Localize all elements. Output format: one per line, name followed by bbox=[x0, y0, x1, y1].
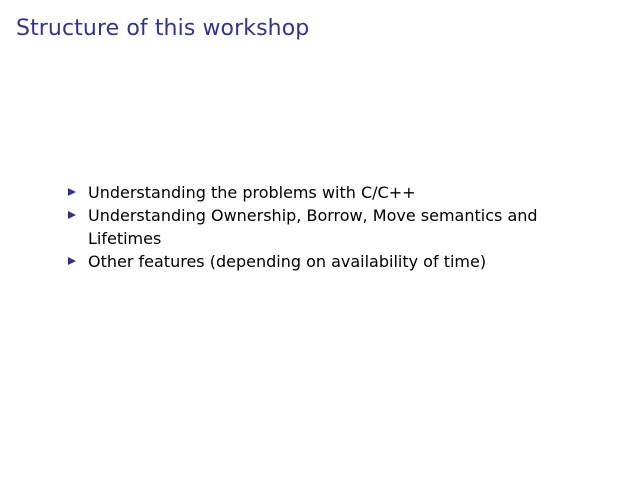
triangle-right-icon bbox=[68, 211, 76, 219]
list-item bbox=[68, 250, 548, 273]
list-item bbox=[68, 181, 548, 204]
triangle-right-icon bbox=[68, 188, 76, 196]
triangle-right-icon bbox=[68, 257, 76, 265]
bullet-list bbox=[68, 181, 548, 273]
bullet-text: Other features (depending on availability of time) bbox=[88, 252, 487, 271]
bullet-text: Understanding Ownership, Borrow, Move semantics and Lifetimes bbox=[88, 206, 538, 248]
list-item bbox=[68, 204, 548, 250]
bullet-text: Understanding the problems with C/C++ bbox=[88, 183, 416, 202]
slide-title: Structure of this workshop bbox=[16, 16, 310, 41]
